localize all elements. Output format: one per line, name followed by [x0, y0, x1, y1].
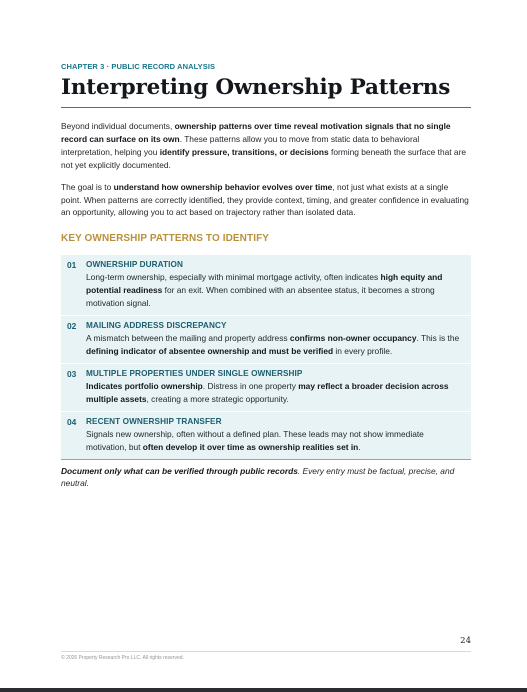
pattern-name: MAILING ADDRESS DISCREPANCY [86, 321, 227, 331]
chapter-eyebrow: CHAPTER 3 · PUBLIC RECORD ANALYSIS [61, 62, 216, 71]
page-number: 24 [460, 636, 471, 646]
body-text: Signals new ownership, often without a defined plan. These leads may not show immediate motivation, but [86, 428, 424, 452]
emphasis-text: identify pressure, transitions, or decisions [159, 146, 329, 157]
intro-paragraph [61, 181, 471, 220]
pattern-number: 04 [67, 416, 77, 427]
copyright-notice: © 2026 Property Research Pro LLC. All rights reserved. [61, 655, 184, 661]
pattern-name: RECENT OWNERSHIP TRANSFER [86, 416, 222, 426]
pattern-number: 01 [67, 260, 77, 271]
body-text: A mismatch between the mailing and property address [86, 333, 290, 344]
pattern-item [61, 315, 471, 363]
pattern-body [86, 259, 465, 310]
emphasis-text: Indicates portfolio ownership [86, 380, 203, 391]
patterns-panel [61, 255, 471, 459]
body-text: Long-term ownership, especially with minimal mortgage activity, often indicates [86, 272, 381, 283]
pattern-item [61, 255, 471, 315]
body-text: Beyond individual documents, [61, 121, 175, 131]
emphasis-text: understand how ownership behavior evolves over time [113, 181, 333, 192]
emphasis-text: ownership patterns over time reveal motivation signals that no single record can surface on its own [61, 121, 451, 144]
body-text: , creating a more strategic opportunity. [146, 393, 289, 404]
body-text: forming beneath the surface that are not yet explicitly documented. [61, 146, 467, 170]
pattern-body [86, 416, 465, 454]
pattern-number: 02 [67, 321, 77, 332]
body-text: The goal is to [61, 181, 114, 192]
emphasis-text: Document only what can be verified through public records [61, 465, 298, 476]
emphasis-text: often develop it over time as ownership realities set in [142, 441, 359, 452]
pattern-name: MULTIPLE PROPERTIES UNDER SINGLE OWNERSHIP [86, 368, 303, 378]
emphasis-text: may reflect a broader decision across multiple assets [86, 380, 449, 404]
verification-note [61, 465, 471, 491]
pattern-description [86, 380, 465, 406]
pattern-item [61, 411, 471, 459]
page-bottom-edge [0, 688, 527, 692]
pattern-description [86, 332, 465, 358]
body-text: in every profile. [333, 345, 393, 356]
pattern-body [86, 368, 465, 406]
body-text: . These patterns allow you to move from static data to behavioral interpretation, helping you [61, 133, 420, 157]
body-text: , not just what exists at a single point. When patterns are correctly identified, they provide context, timing, and greater confidence in evaluating an opportunity, allowing you to act based on trajectory rather than isolated data. [61, 181, 469, 218]
emphasis-text: high equity and potential readiness [86, 272, 443, 296]
body-text: . This is the [416, 333, 460, 344]
title-divider [61, 107, 471, 108]
pattern-name: OWNERSHIP DURATION [86, 260, 184, 270]
emphasis-text: confirms non-owner occupancy [289, 333, 417, 344]
pattern-description [86, 428, 465, 454]
pattern-description [86, 271, 465, 310]
page-title: Interpreting Ownership Patterns [61, 75, 451, 100]
body-text: . Distress in one property [202, 380, 299, 391]
pattern-number: 03 [67, 368, 77, 379]
emphasis-text: defining indicator of absentee ownership and must be verified [86, 345, 334, 356]
body-text: . Every entry must be factual, precise, and neutral. [61, 465, 455, 489]
pattern-item [61, 363, 471, 411]
footer-divider [61, 651, 471, 652]
intro-paragraph [61, 120, 471, 172]
section-heading: KEY OWNERSHIP PATTERNS TO IDENTIFY [61, 233, 270, 245]
body-text: . [358, 441, 361, 452]
pattern-body [86, 320, 465, 358]
document-page [61, 62, 471, 499]
body-text: for an exit. When combined with an absentee status, it becomes a strong motivation signal. [86, 285, 435, 309]
